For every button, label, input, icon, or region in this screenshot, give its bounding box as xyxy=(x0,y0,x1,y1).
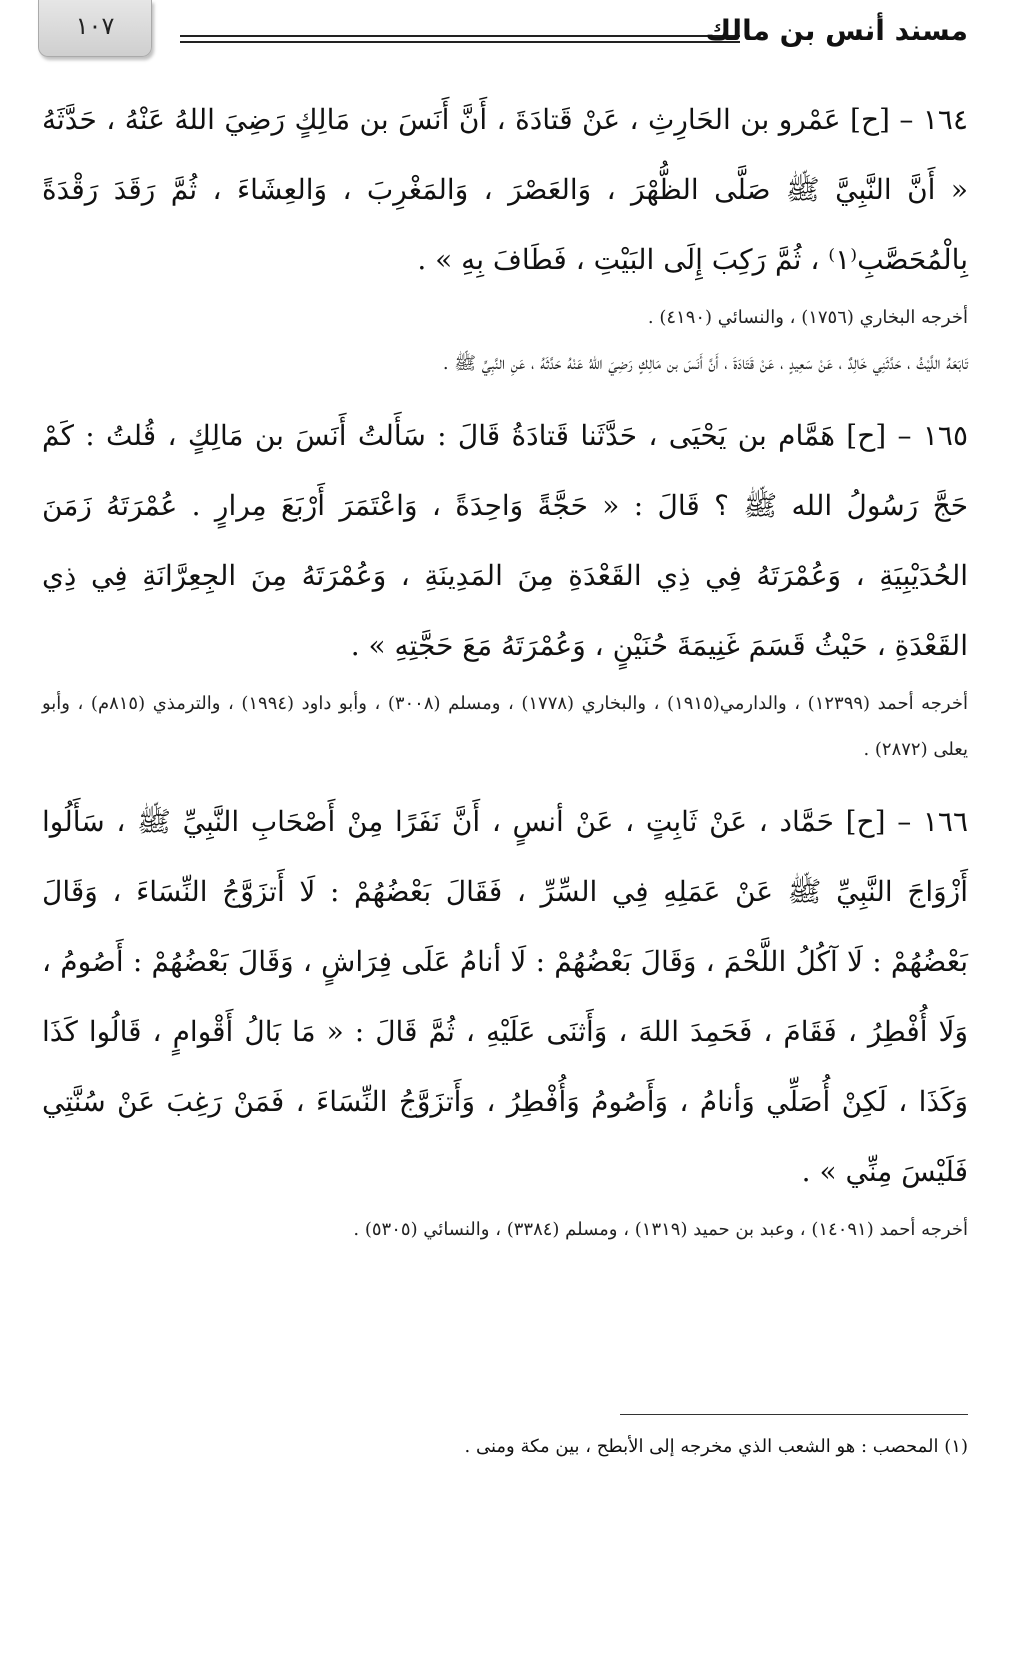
header-rule xyxy=(180,35,740,37)
book-title: مسند أنس بن مالك xyxy=(705,14,968,47)
takhrij-166: أخرجه أحمد (١٤٠٩١) ، وعبد بن حميد (١٣١٩) ، ومسلم (٣٣٨٤) ، والنسائي (٥٣٠٥) . xyxy=(353,1219,968,1240)
footnote-rule xyxy=(620,1414,968,1415)
page-header xyxy=(0,0,1010,70)
page-number-tab xyxy=(38,0,152,57)
takhrij-165: أخرجه أحمد (١٢٣٩٩) ، والدارمي(١٩١٥) ، والبخاري (١٧٧٨) ، ومسلم (٣٠٠٨) ، وأبو داود (١٩٩٤) ، والترمذي (٨١٥م) ، وأبو يعلى (٢٨٧٢) . xyxy=(42,693,968,760)
hadith-165: ١٦٥ – [ح] هَمَّام بن يَحْيَى ، حَدَّثَنا قَتادَةُ قَالَ : سَأَلتُ أَنَسَ بن مَالِكٍ ، قُلتُ : كَمْ حَجَّ رَسُولُ الله ﷺ ؟ قَالَ : « حَجَّةً وَاحِدَةً ، وَاعْتَمَرَ أَرْبَعَ مِرارٍ . عُمْرَتَهُ زَمَنَ الحُدَيْبِيَةِ ، وَعُمْرَتَهُ فِي ذِي القَعْدَةِ مِنَ المَدِينَةِ ، وَعُمْرَتَهُ مِنَ الجِعِرَّانَةِ فِي ذِي القَعْدَةِ ، حَيْثُ قَسَمَ غَنِيمَةَ حُنَيْنٍ ، وَعُمْرَتَهُ مَعَ حَجَّتِهِ » . xyxy=(42,419,968,662)
takhrij-164: أخرجه البخاري (١٧٥٦) ، والنسائي (٤١٩٠) . xyxy=(647,307,968,328)
header-rule xyxy=(180,41,740,43)
main-text xyxy=(42,85,968,1253)
mutaba-164: تَابَعَهُ اللَّيْثُ ، حَدَّثَنِي خَالِدٌ ، عَنْ سَعِيدٍ ، عَنْ قَتَادَةَ ، أَنَّ أَنَسَ بن مَالِكٍ رَضِيَ اللهُ عَنْهُ حَدَّثَهُ ، عَنِ النَّبِيِّ ﷺ . xyxy=(442,353,968,374)
hadith-166: ١٦٦ – [ح] حَمَّاد ، عَنْ ثَابِتٍ ، عَنْ أنسٍ ، أَنَّ نَفَرًا مِنْ أَصْحَابِ النَّبِيِّ ﷺ ، سَأَلُوا أَزْوَاجَ النَّبِيِّ ﷺ عَنْ عَمَلِهِ فِي السِّرِّ ، فَقَالَ بَعْضُهُمْ : لَا أَتزَوَّجُ النِّسَاءَ ، وَقَالَ بَعْضُهُمْ : لَا آكُلُ اللَّحْمَ ، وَقَالَ بَعْضُهُمْ : لَا أنامُ عَلَى فِرَاشٍ ، وَقَالَ بَعْضُهُمْ : أَصُومُ ، وَلَا أُفْطِرُ ، فَقَامَ ، فَحَمِدَ اللهَ ، وَأَثنَى عَلَيْهِ ، ثُمَّ قَالَ : « مَا بَالُ أَقْوامٍ ، قَالُوا كَذَا وَكَذَا ، لَكِنْ أُصَلِّي وَأنامُ ، وَأَصُومُ وَأُفْطِرُ ، وَأَتزَوَّجُ النِّسَاءَ ، فَمَنْ رَغِبَ عَنْ سُنَّتِي فَلَيْسَ مِنِّي » . xyxy=(42,805,968,1188)
footnote: (١) المحصب : هو الشعب الذي مخرجه إلى الأبطح ، بين مكة ومنى . xyxy=(464,1436,968,1457)
hadith-164: ١٦٤ – [ح] عَمْرو بن الحَارِثِ ، عَنْ قَتادَةَ ، أَنَّ أَنَسَ بن مَالِكٍ رَضِيَ اللهُ عَنْهُ ، حَدَّثَهُ « أَنَّ النَّبِيَّ ﷺ صَلَّى الظُّهْرَ ، وَالعَصْرَ ، وَالمَغْرِبَ ، وَالعِشَاءَ ، ثُمَّ رَقَدَ رَقْدَةً بِالْمُحَصَّبِ⁽١⁾ ، ثُمَّ رَكِبَ إِلَى البَيْتِ ، فَطَافَ بِهِ » . xyxy=(42,103,968,276)
page-number: ١٠٧ xyxy=(75,12,115,40)
